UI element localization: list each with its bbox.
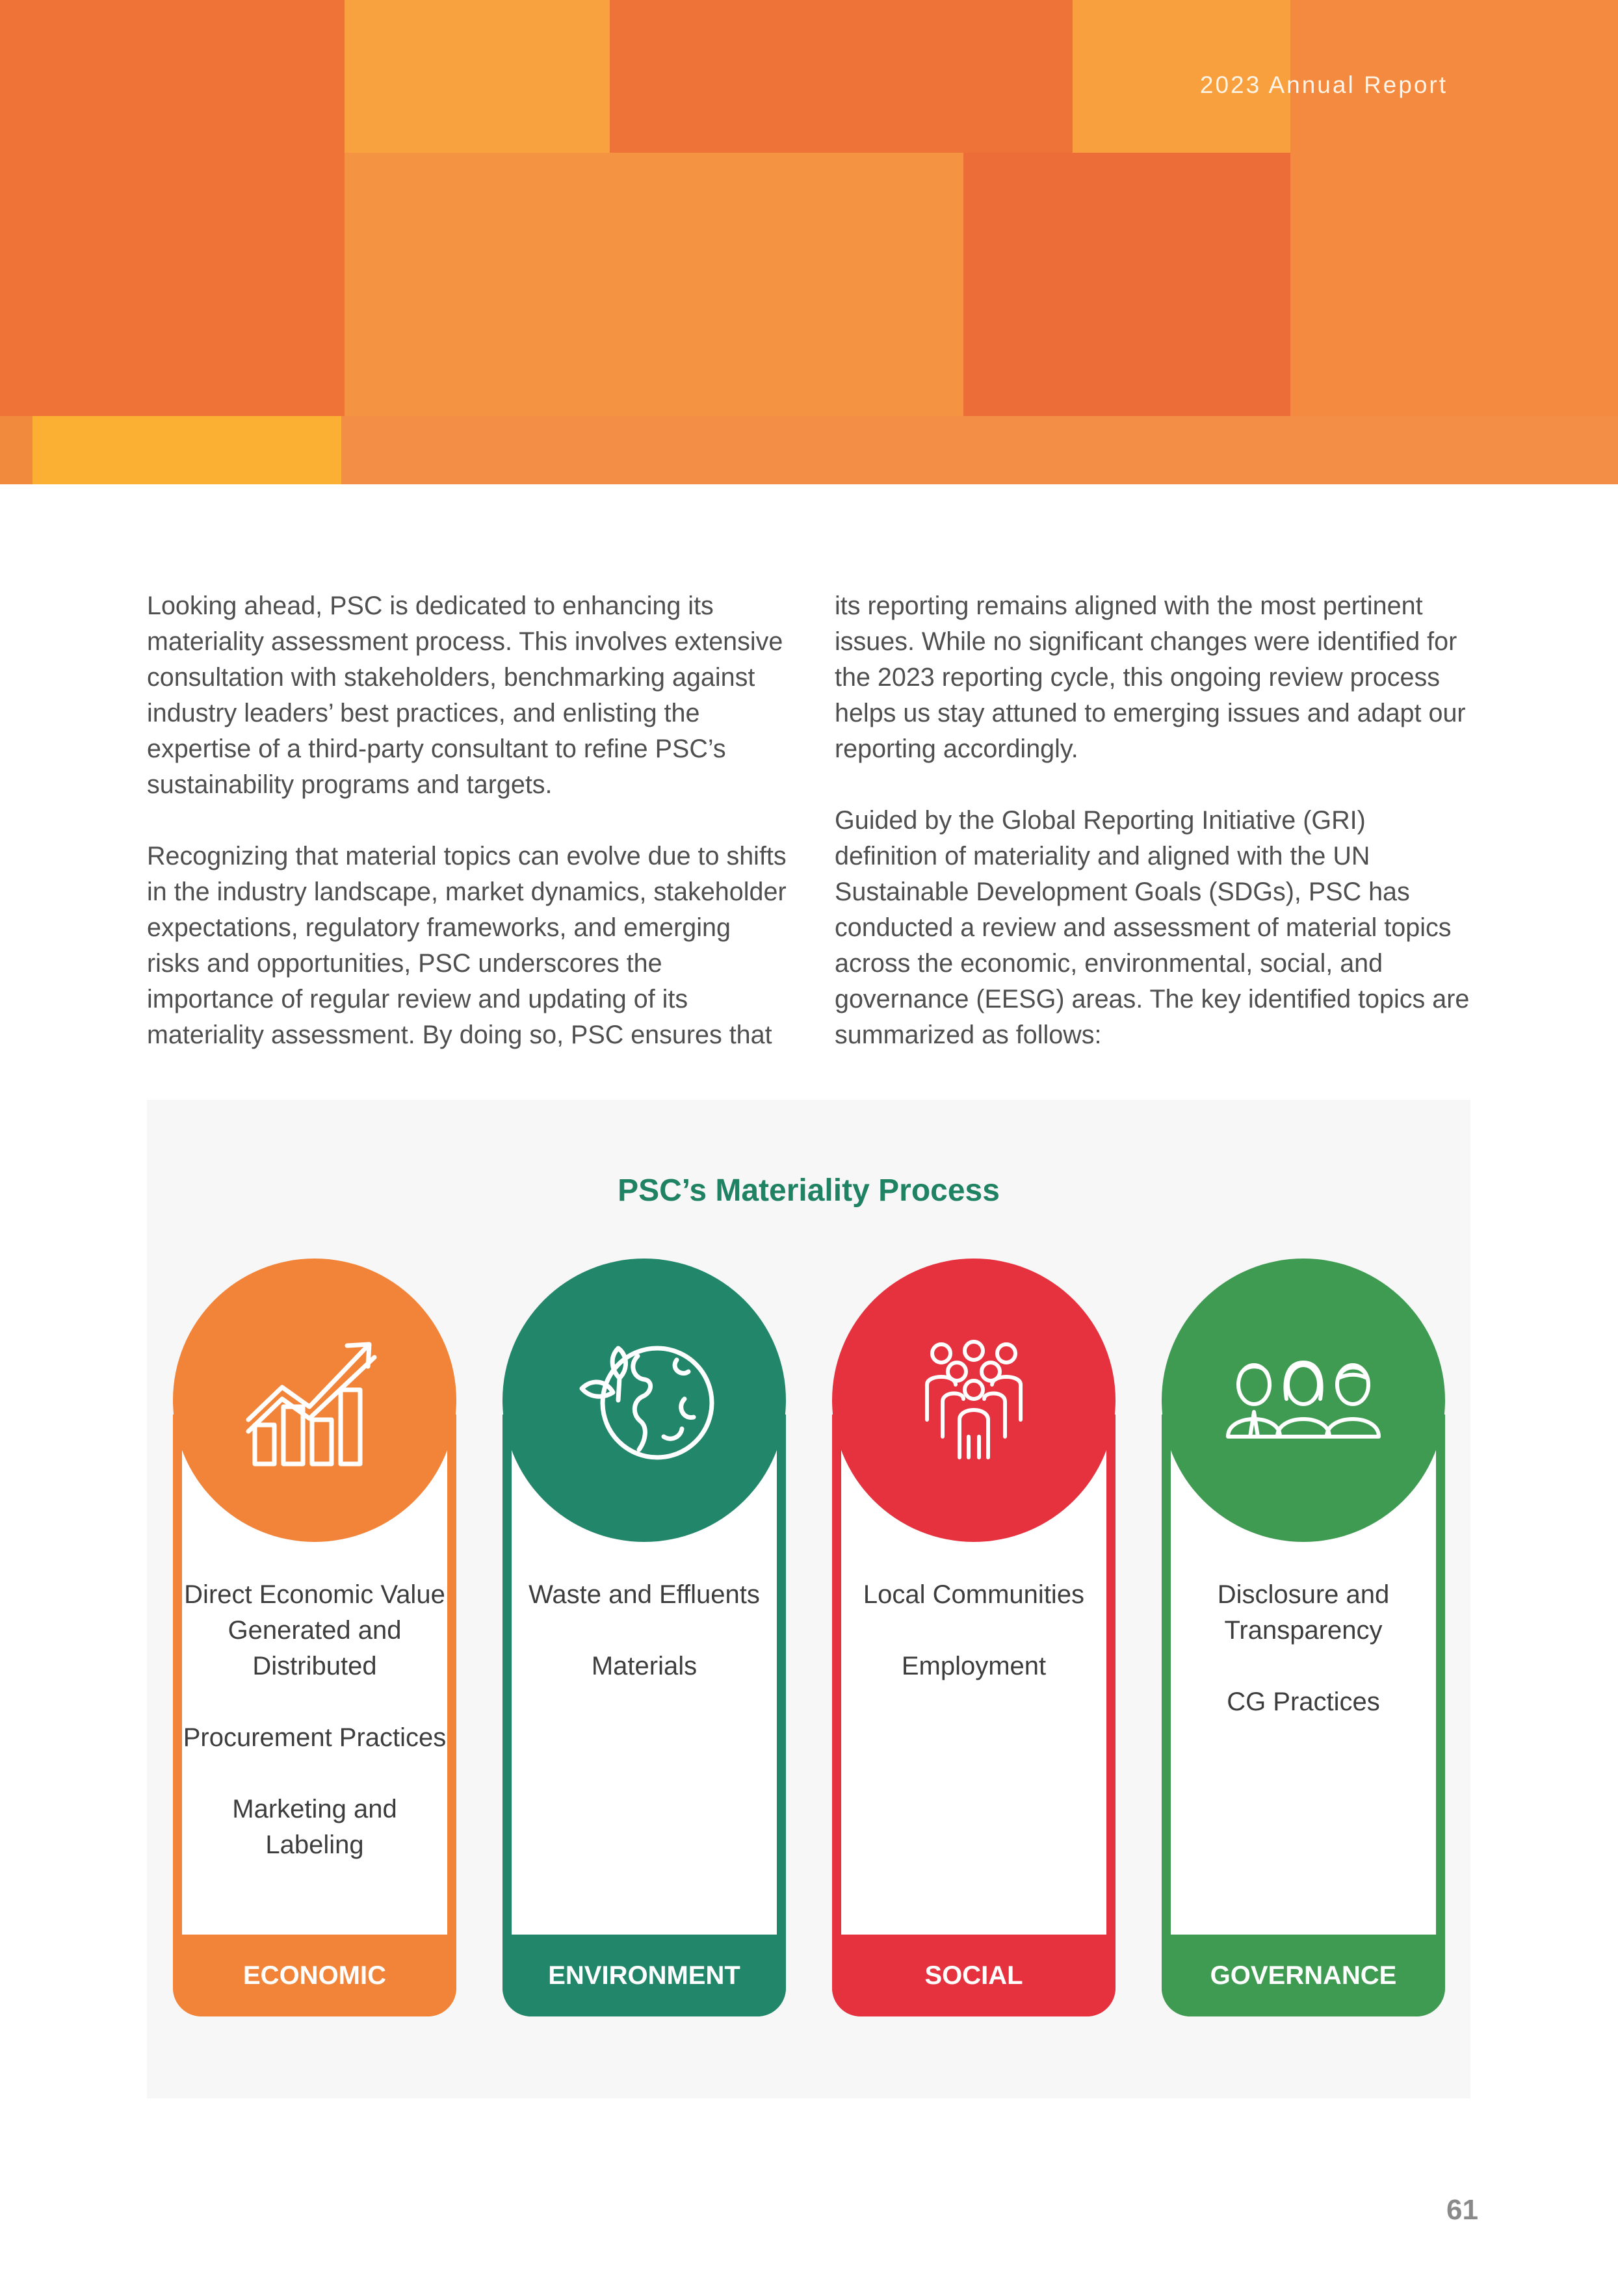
- social-card: [832, 1259, 1116, 2016]
- board-people-icon: [1225, 1322, 1381, 1478]
- topic-item: Direct Economic Value Generated and Distributed: [184, 1580, 445, 1680]
- topic-item: Disclosure and Transparency: [1217, 1580, 1390, 1645]
- banner-block: [963, 153, 1290, 416]
- banner-block: [1290, 0, 1618, 416]
- topic-item: Waste and Effluents: [528, 1580, 760, 1609]
- banner-block: [33, 416, 341, 484]
- topic-list: [512, 1577, 777, 1720]
- topic-item: Procurement Practices: [183, 1723, 447, 1752]
- governance-card: [1162, 1259, 1445, 2016]
- banner-block: [610, 0, 1073, 153]
- banner-block: [0, 416, 33, 484]
- paragraph: Recognizing that material topics can evolve due to shifts in the industry landscape, market dynamics, stakeholder expectations, regulatory frameworks, and emerging risks and opportunities, PSC underscores the importance of regular review and updating of its materiality assessment. By doing so, PSC ensures that: [147, 842, 787, 1049]
- community-people-icon: [896, 1322, 1052, 1478]
- banner-block: [345, 0, 610, 153]
- banner-block: [341, 416, 1618, 484]
- topic-list: [182, 1577, 447, 1899]
- topic-item: Local Communities: [863, 1580, 1085, 1609]
- page-number: 61: [1446, 2194, 1478, 2226]
- topic-item: Employment: [901, 1652, 1047, 1680]
- category-label: SOCIAL: [832, 1935, 1116, 2016]
- body-column-left: [147, 588, 787, 1089]
- topic-list: [1171, 1577, 1436, 1756]
- report-title: 2023 Annual Report: [1199, 72, 1448, 98]
- globe-leaf-icon: [566, 1322, 722, 1478]
- topic-list: [841, 1577, 1106, 1720]
- paragraph: Looking ahead, PSC is dedicated to enhancing its materiality assessment process. This involves extensive consultation with stakeholders, benchmarking against industry leaders’ best practices, and enlisting the expertise of a third-party consultant to refine PSC’s sustainability programs and targets.: [147, 592, 783, 799]
- topic-item: Materials: [591, 1652, 698, 1680]
- header-banner: [0, 0, 1618, 484]
- environment-card: [502, 1259, 786, 2016]
- category-label: GOVERNANCE: [1162, 1935, 1445, 2016]
- materiality-panel: [147, 1100, 1470, 2098]
- body-column-right: [835, 588, 1475, 1089]
- economic-card: [173, 1259, 456, 2016]
- category-label: ENVIRONMENT: [502, 1935, 786, 2016]
- topic-item: CG Practices: [1227, 1688, 1380, 1716]
- paragraph: its reporting remains aligned with the most pertinent issues. While no significant changes were identified for the 2023 reporting cycle, this ongoing review process helps us stay attuned to emerging issues and adapt our reporting accordingly.: [835, 592, 1466, 763]
- banner-block: [345, 153, 963, 416]
- materiality-title: PSC’s Materiality Process: [618, 1173, 1000, 1208]
- banner-block: [0, 0, 345, 416]
- topic-item: Marketing and Labeling: [232, 1795, 397, 1859]
- paragraph: Guided by the Global Reporting Initiative (GRI) definition of materiality and aligned with the UN Sustainable Development Goals (SDGs), PSC has conducted a review and assessment of material topics across the economic, environmental, social, and governance (EESG) areas. The key identified topics are summarized as follows:: [835, 806, 1470, 1049]
- category-label: ECONOMIC: [173, 1935, 456, 2016]
- growth-chart-icon: [237, 1322, 393, 1478]
